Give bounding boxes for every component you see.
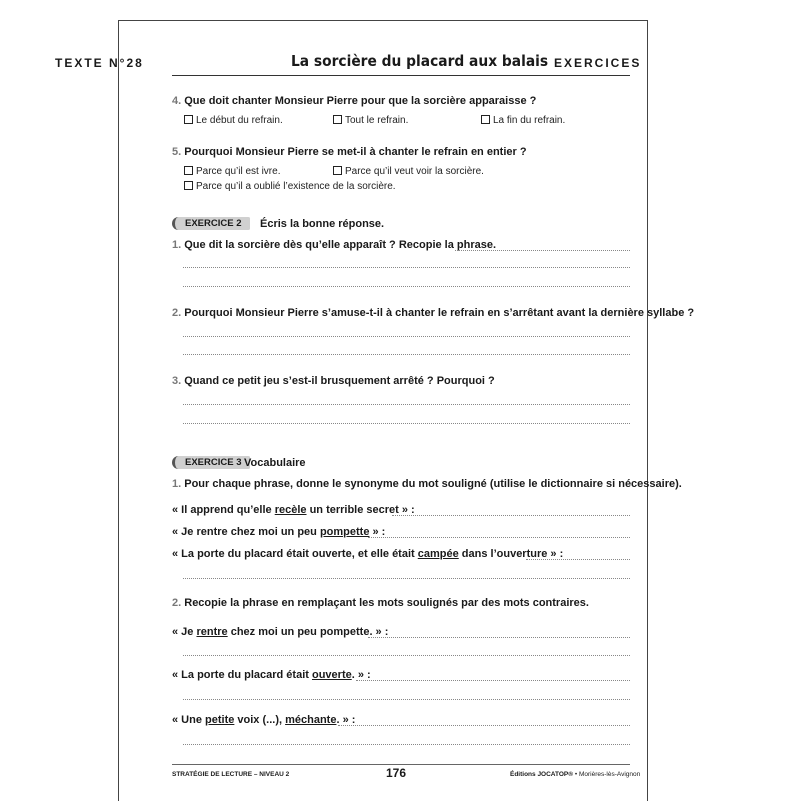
footer-series: STRATÉGIE DE LECTURE – NIVEAU 2: [172, 771, 290, 778]
q4-option-2[interactable]: Tout le refrain.: [333, 115, 408, 126]
answer-line[interactable]: [455, 250, 630, 251]
checkbox[interactable]: [184, 181, 193, 190]
sentence-2: « Je rentre chez moi un peu pompette » :: [172, 526, 386, 538]
answer-line[interactable]: [183, 423, 630, 424]
sentence-1: « Il apprend qu’elle recèle un terrible secret » :: [172, 504, 415, 516]
checkbox[interactable]: [333, 166, 342, 175]
page-number: 176: [386, 766, 407, 780]
q5-option-2[interactable]: Parce qu’il veut voir la sorcière.: [333, 166, 484, 177]
rewrite-3: « Une petite voix (...), méchante. » :: [172, 714, 356, 726]
exercise-3-tag: EXERCICE 3: [172, 456, 250, 469]
footer-publisher: Éditions JOCATOP® • Morières-lès-Avignon: [510, 771, 641, 778]
checkbox[interactable]: [184, 166, 193, 175]
q5-option-3[interactable]: Parce qu’il a oublié l’existence de la sorcière.: [184, 181, 396, 192]
answer-line[interactable]: [356, 680, 630, 681]
ex2-question-3: 3. Quand ce petit jeu s’est-il brusquement arrêté ? Pourquoi ?: [172, 375, 495, 387]
answer-line[interactable]: [368, 637, 630, 638]
exercise-2-title: Écris la bonne réponse.: [260, 218, 385, 230]
q5-option-1[interactable]: Parce qu’il est ivre.: [184, 166, 280, 177]
answer-line[interactable]: [338, 725, 630, 726]
answer-line[interactable]: [183, 336, 630, 337]
section-label: EXERCICES: [554, 56, 642, 70]
answer-line[interactable]: [183, 404, 630, 405]
page-frame: [118, 20, 648, 801]
ex3-question-1: 1. Pour chaque phrase, donne le synonyme du mot souligné (utilise le dictionnaire si nécessaire).: [172, 478, 682, 490]
rewrite-2: « La porte du placard était ouverte. » :: [172, 669, 371, 681]
answer-line[interactable]: [183, 286, 630, 287]
header-rule: [172, 75, 630, 76]
text-number: TEXTE N°28: [55, 56, 144, 70]
exercise-2-tag: EXERCICE 2: [172, 217, 250, 230]
answer-line[interactable]: [392, 515, 630, 516]
answer-line[interactable]: [183, 578, 630, 579]
footer-rule: [172, 764, 630, 765]
q4-option-1[interactable]: Le début du refrain.: [184, 115, 283, 126]
checkbox[interactable]: [481, 115, 490, 124]
answer-line[interactable]: [183, 699, 630, 700]
answer-line[interactable]: [368, 537, 630, 538]
question-4: 4. Que doit chanter Monsieur Pierre pour que la sorcière apparaisse ?: [172, 95, 537, 107]
rewrite-1: « Je rentre chez moi un peu pompette. » :: [172, 626, 389, 638]
answer-line[interactable]: [183, 655, 630, 656]
answer-line[interactable]: [526, 559, 630, 560]
q4-option-3[interactable]: La fin du refrain.: [481, 115, 565, 126]
checkbox[interactable]: [184, 115, 193, 124]
answer-line[interactable]: [183, 744, 630, 745]
ex2-question-2: 2. Pourquoi Monsieur Pierre s’amuse-t-il à chanter le refrain en s’arrêtant avant la dernière syllabe ?: [172, 307, 695, 319]
exercise-3-title: Vocabulaire: [244, 457, 306, 469]
ex3-question-2: 2. Recopie la phrase en remplaçant les mots soulignés par des mots contraires.: [172, 597, 589, 609]
ex2-question-1: 1. Que dit la sorcière dès qu’elle apparaît ? Recopie la phrase.: [172, 239, 497, 251]
answer-line[interactable]: [183, 354, 630, 355]
question-5: 5. Pourquoi Monsieur Pierre se met-il à chanter le refrain en entier ?: [172, 146, 527, 158]
page-title: La sorcière du placard aux balais: [291, 52, 549, 70]
checkbox[interactable]: [333, 115, 342, 124]
sentence-3: « La porte du placard était ouverte, et elle était campée dans l’ouverture » :: [172, 548, 564, 560]
answer-line[interactable]: [183, 267, 630, 268]
